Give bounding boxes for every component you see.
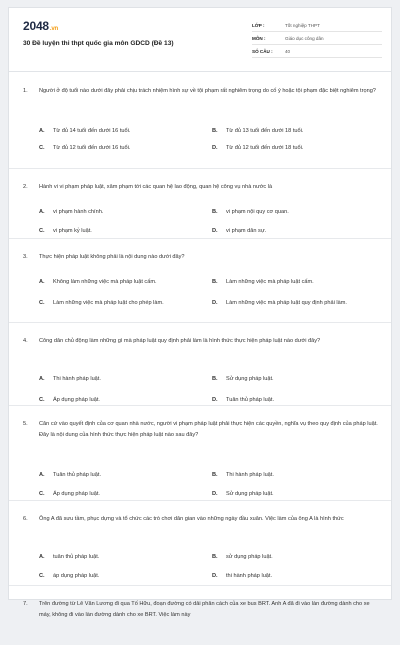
option-letter: A. xyxy=(39,554,45,560)
option-letter: B. xyxy=(212,554,218,560)
option-text: Tuân thủ pháp luật. xyxy=(53,472,101,478)
question-number: 2. xyxy=(23,184,28,190)
header-divider xyxy=(9,71,391,72)
question-number: 3. xyxy=(23,254,28,260)
logo-text: 2048 xyxy=(23,19,49,33)
option-letter: A. xyxy=(39,209,45,215)
meta-row xyxy=(252,45,382,58)
meta-value: Tốt nghiệp THPT xyxy=(285,22,320,28)
option-text: Không làm những việc mà pháp luật cấm. xyxy=(53,279,157,285)
option-letter: B. xyxy=(212,279,218,285)
question-number: 6. xyxy=(23,516,28,522)
option-letter: C. xyxy=(39,573,45,579)
option-letter: C. xyxy=(39,397,45,403)
option-text: Sử dụng pháp luật. xyxy=(226,376,274,382)
answer-option-b[interactable] xyxy=(212,126,364,136)
option-text: Sử dụng pháp luật. xyxy=(226,491,274,497)
answer-option-b[interactable] xyxy=(212,374,364,384)
option-text: Làm những việc mà pháp luật cho phép làm. xyxy=(53,300,164,306)
option-letter: D. xyxy=(212,300,218,306)
question-text: Trên đường từ Lê Văn Lương đi qua Tố Hữu, đoạn đường có dải phân cách của xe bus BRT. Anh A đã đi vào làn đường dành cho xe máy, không đi vào làn đường dành cho xe BRT. Việc làm này xyxy=(39,601,370,618)
answer-option-a[interactable] xyxy=(39,552,191,562)
logo-suffix: .vn xyxy=(49,26,58,32)
meta-row xyxy=(252,19,382,32)
option-text: Áp dụng pháp luật. xyxy=(53,397,100,403)
site-logo[interactable] xyxy=(23,19,58,33)
option-letter: C. xyxy=(39,300,45,306)
question-text: Người ở độ tuổi nào dưới đây phải chịu trách nhiệm hình sự về tội phạm rất nghiêm trọng do cố ý hoặc tội phạm đặc biệt nghiêm trọng? xyxy=(39,88,376,94)
answer-option-d[interactable] xyxy=(212,143,364,153)
option-text: vi phạm nội quy cơ quan. xyxy=(226,209,289,215)
option-text: Từ đủ 13 tuổi đến dưới 18 tuổi. xyxy=(226,128,304,134)
answer-option-a[interactable] xyxy=(39,374,191,384)
option-text: Làm những việc mà pháp luật quy định phải làm. xyxy=(226,300,347,306)
option-text: Thi hành pháp luật. xyxy=(53,376,101,382)
option-letter: C. xyxy=(39,491,45,497)
question-item xyxy=(9,500,391,585)
option-letter: A. xyxy=(39,128,45,134)
answer-option-b[interactable] xyxy=(212,277,364,287)
question-item xyxy=(9,238,391,322)
question-item xyxy=(9,168,391,238)
option-letter: D. xyxy=(212,228,218,234)
meta-value: 40 xyxy=(285,48,291,54)
question-text: Công dân chủ động làm những gì mà pháp luật quy định phải làm là hình thức thực hiện pháp luật nào dưới đây? xyxy=(39,338,321,344)
question-text: Căn cứ vào quyết định của cơ quan nhà nước, người vi phạm pháp luật phải thực hiện các quyền, nghĩa vụ theo quy định của pháp luật. Đây là nội dung của hình thức thực hiện pháp luật nào sau đây? xyxy=(39,421,378,438)
option-letter: D. xyxy=(212,573,218,579)
question-number: 5. xyxy=(23,421,28,427)
option-letter: D. xyxy=(212,491,218,497)
option-text: Từ đủ 12 tuổi đến dưới 16 tuổi. xyxy=(53,145,131,151)
answer-option-b[interactable] xyxy=(212,552,364,562)
answer-option-a[interactable] xyxy=(39,277,191,287)
option-text: áp dụng pháp luật. xyxy=(53,573,100,579)
answer-option-a[interactable] xyxy=(39,126,191,136)
option-letter: A. xyxy=(39,279,45,285)
answer-option-c[interactable] xyxy=(39,298,191,308)
header xyxy=(9,8,391,66)
question-number: 4. xyxy=(23,338,28,344)
answer-option-b[interactable] xyxy=(212,470,364,480)
meta-key: MÔN : xyxy=(252,35,266,41)
option-letter: B. xyxy=(212,128,218,134)
question-item xyxy=(9,405,391,500)
exam-meta-table xyxy=(252,19,382,58)
meta-key: LỚP : xyxy=(252,22,265,28)
option-letter: B. xyxy=(212,209,218,215)
option-text: Làm những việc mà pháp luật cấm. xyxy=(226,279,314,285)
option-text: tuân thủ pháp luật. xyxy=(53,554,100,560)
meta-key: SỐ CÂU : xyxy=(252,48,273,54)
answer-option-b[interactable] xyxy=(212,207,364,217)
option-text: sử dụng pháp luật. xyxy=(226,554,273,560)
exam-page xyxy=(8,7,392,618)
option-text: vi phạm hành chính. xyxy=(53,209,104,215)
answer-option-d[interactable] xyxy=(212,571,364,581)
exam-title: 30 Đề luyện thi thpt quốc gia môn GDCD (Đề 13) xyxy=(23,40,174,47)
option-letter: D. xyxy=(212,145,218,151)
option-letter: C. xyxy=(39,228,45,234)
answer-option-d[interactable] xyxy=(212,226,364,236)
answer-option-d[interactable] xyxy=(212,395,364,405)
question-number: 1. xyxy=(23,88,28,94)
option-letter: B. xyxy=(212,472,218,478)
option-letter: D. xyxy=(212,397,218,403)
option-letter: C. xyxy=(39,145,45,151)
answer-option-c[interactable] xyxy=(39,571,191,581)
option-text: vi phạm kỷ luật. xyxy=(53,228,92,234)
answer-option-c[interactable] xyxy=(39,226,191,236)
answer-option-c[interactable] xyxy=(39,395,191,405)
option-text: Áp dụng pháp luật. xyxy=(53,491,100,497)
question-text: Ông A đã sưu tầm, phục dựng và tổ chức các trò chơi dân gian vào những ngày đầu xuân. Việc làm của ông A là hình thức xyxy=(39,516,344,522)
answer-option-c[interactable] xyxy=(39,143,191,153)
option-text: Từ đủ 14 tuổi đến dưới 16 tuổi. xyxy=(53,128,131,134)
option-text: thi hành pháp luật. xyxy=(226,573,273,579)
question-number: 7. xyxy=(23,601,28,607)
option-text: vi phạm dân sự. xyxy=(226,228,267,234)
question-text: Thực hiện pháp luật không phải là nội dung nào dưới đây? xyxy=(39,254,185,260)
question-item xyxy=(9,83,391,161)
answer-option-a[interactable] xyxy=(39,207,191,217)
answer-option-d[interactable] xyxy=(212,489,364,499)
option-text: Từ đủ 12 tuổi đến dưới 18 tuổi. xyxy=(226,145,304,151)
question-text: Hành vi vi phạm pháp luật, xâm phạm tới các quan hệ lao động, quan hệ công vụ nhà nước là xyxy=(39,184,273,190)
option-letter: A. xyxy=(39,472,45,478)
question-item xyxy=(9,585,391,645)
meta-row xyxy=(252,32,382,45)
option-text: Tuân thủ pháp luật. xyxy=(226,397,274,403)
option-letter: B. xyxy=(212,376,218,382)
question-item xyxy=(9,322,391,405)
option-text: Thi hành pháp luật. xyxy=(226,472,274,478)
answer-option-d[interactable] xyxy=(212,298,364,308)
meta-value: Giáo dục công dân xyxy=(285,35,324,41)
option-letter: A. xyxy=(39,376,45,382)
answer-option-a[interactable] xyxy=(39,470,191,480)
answer-option-c[interactable] xyxy=(39,489,191,499)
